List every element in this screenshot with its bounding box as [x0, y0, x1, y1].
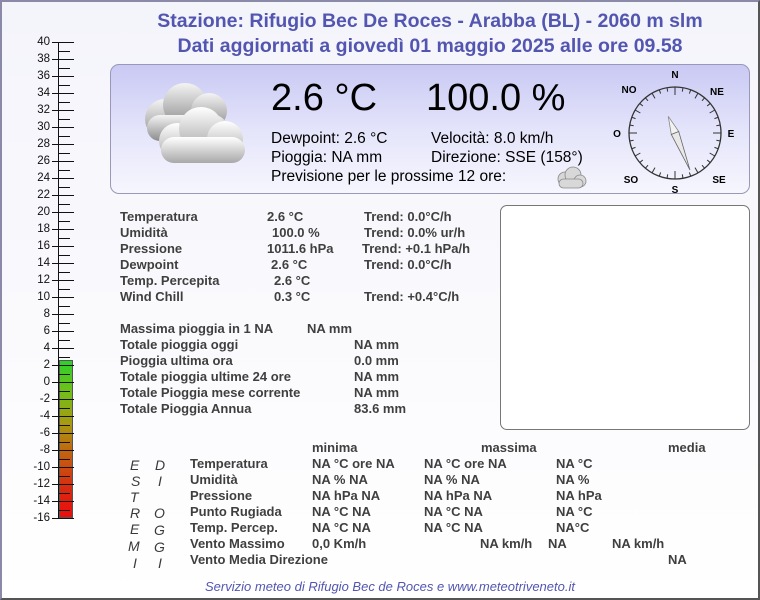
thermometer-scale	[0, 0, 80, 600]
rain-value: NA mm	[354, 385, 400, 400]
reading-label: Dewpoint	[120, 257, 179, 272]
scale-label: 26	[37, 155, 50, 167]
scale-major-tick	[52, 382, 74, 383]
scale-major-tick	[52, 42, 74, 43]
compass-tick	[632, 147, 636, 148]
wind-dir-label: Vento Media Direzione	[190, 552, 328, 567]
compass-tick	[714, 117, 718, 118]
extremes-letter: I	[158, 555, 162, 571]
scale-minor-tick	[58, 289, 70, 290]
scale-major-tick	[52, 246, 74, 247]
scale-label: 6	[43, 325, 50, 337]
compass-tick	[659, 172, 660, 176]
scale-minor-tick	[58, 85, 70, 86]
extreme-label: Umidità	[190, 472, 238, 487]
compass-tick	[640, 160, 643, 163]
scale-minor-tick	[58, 374, 70, 375]
scale-major-tick	[52, 212, 74, 213]
compass-se: SE	[712, 175, 726, 186]
compass-tick	[640, 103, 643, 106]
footer-credit: Servizio meteo di Rifugio Bec de Roces e www.meteotriveneto.it	[205, 579, 575, 594]
compass-tick	[702, 165, 705, 168]
compass-tick	[695, 93, 698, 98]
extremes-letter: M	[128, 538, 140, 554]
extreme-min: NA °C NA	[312, 520, 371, 535]
scale-minor-tick	[58, 408, 70, 409]
compass-tick	[652, 168, 655, 173]
wind-dir-avg: NA	[668, 552, 687, 567]
compass-tick	[707, 160, 710, 163]
scale-label: -12	[33, 478, 50, 490]
scale-minor-tick	[58, 51, 70, 52]
wind-max-min: 0,0 Km/h	[312, 536, 367, 551]
scale-major-tick	[52, 59, 74, 60]
scale-major-tick	[52, 348, 74, 349]
scale-major-tick	[52, 127, 74, 128]
update-timestamp: Dati aggiornati a giovedì 01 maggio 2025 alle ore 09.58	[177, 35, 683, 57]
scale-major-tick	[52, 229, 74, 230]
scale-label: -6	[39, 427, 50, 439]
compass-tick	[689, 172, 690, 176]
compass-tick	[645, 98, 648, 101]
compass-n: N	[671, 70, 679, 81]
reading-value: 0.3 °C	[274, 289, 311, 304]
scale-major-tick	[52, 365, 74, 366]
reading-value: 2.6 °C	[271, 257, 308, 272]
scale-major-tick	[52, 501, 74, 502]
reading-trend: Trend: 0.0°C/h	[364, 257, 452, 272]
scale-label: 36	[37, 70, 50, 82]
compass-tick	[682, 174, 683, 178]
compass-tick	[707, 103, 710, 106]
scale-label: 18	[37, 223, 50, 235]
compass-tick	[702, 98, 705, 101]
extreme-label: Pressione	[190, 488, 253, 503]
extreme-avg: NA %	[556, 472, 590, 487]
scale-label: 32	[37, 104, 50, 116]
scale-major-tick	[52, 450, 74, 451]
scale-minor-tick	[58, 510, 70, 511]
extreme-label: Temperatura	[190, 456, 268, 471]
extremes-letter: I	[133, 555, 137, 571]
rain-label: Pioggia ultima ora	[120, 353, 233, 368]
scale-minor-tick	[58, 357, 70, 358]
scale-minor-tick	[58, 459, 70, 460]
scale-label: 40	[37, 36, 50, 48]
scale-minor-tick	[58, 425, 70, 426]
rain-label: Totale pioggia oggi	[120, 337, 239, 352]
wind-direction-text: Direzione: SSE (158°)	[431, 149, 583, 166]
scale-major-tick	[52, 433, 74, 434]
scale-label: 4	[43, 342, 50, 354]
compass-tick	[689, 90, 690, 94]
reading-trend: Trend: 0.0% ur/h	[364, 225, 466, 240]
extreme-max: NA % NA	[424, 472, 480, 487]
compass-no: NO	[621, 85, 637, 96]
compass-tick	[667, 174, 668, 178]
extreme-max: NA hPa NA	[424, 488, 493, 503]
dewpoint-text: Dewpoint: 2.6 °C	[271, 130, 388, 147]
col-avg-header: media	[668, 440, 706, 455]
scale-label: 14	[37, 257, 50, 269]
rain-label: Totale Pioggia mese corrente	[120, 385, 301, 400]
extremes-letter: S	[131, 473, 141, 489]
scale-major-tick	[52, 467, 74, 468]
rain-value: 0.0 mm	[354, 353, 399, 368]
reading-label: Pressione	[120, 241, 183, 256]
compass-tick	[635, 110, 640, 113]
scale-minor-tick	[58, 136, 70, 137]
rain-value: 83.6 mm	[354, 401, 407, 416]
extreme-label: Temp. Percep.	[190, 520, 278, 535]
compass-tick	[710, 110, 715, 113]
scale-major-tick	[52, 416, 74, 417]
scale-minor-tick	[58, 442, 70, 443]
compass-tick	[645, 165, 648, 168]
extreme-max: NA °C ore NA	[424, 456, 507, 471]
extremes-letter: D	[155, 457, 166, 473]
reading-label: Umidità	[120, 225, 168, 240]
extremes-letter: R	[130, 505, 141, 521]
extreme-min: NA hPa NA	[312, 488, 381, 503]
extremes-letter: G	[154, 522, 165, 538]
scale-minor-tick	[58, 476, 70, 477]
extremes-letter: E	[130, 521, 140, 537]
extreme-min: NA % NA	[312, 472, 368, 487]
extreme-label: Punto Rugiada	[190, 504, 282, 519]
compass-tick	[635, 153, 640, 156]
scale-label: 16	[37, 240, 50, 252]
extreme-max: NA °C NA	[424, 504, 483, 519]
extreme-min: NA °C NA	[312, 504, 371, 519]
reading-label: Wind Chill	[120, 289, 184, 304]
scale-label: 30	[37, 121, 50, 133]
col-max-header: massima	[481, 440, 537, 455]
station-title: Stazione: Rifugio Bec De Roces - Arabba (BL) - 2060 m slm	[157, 10, 703, 32]
extreme-avg: NA °C	[556, 504, 593, 519]
scale-label: -4	[39, 410, 50, 422]
scale-major-tick	[52, 110, 74, 111]
scale-label: -14	[33, 495, 50, 507]
compass-tick	[659, 90, 660, 94]
wind-speed-text: Velocità: 8.0 km/h	[431, 130, 554, 147]
wind-max-time: NA	[548, 536, 567, 551]
scale-label: -8	[39, 444, 50, 456]
compass-tick	[695, 168, 698, 173]
extreme-avg: NA °C	[556, 456, 593, 471]
compass-tick	[716, 125, 720, 126]
scale-major-tick	[52, 263, 74, 264]
cloudy-icon	[133, 75, 253, 175]
compass-so: SO	[623, 175, 639, 186]
wind-direction-needle	[665, 115, 694, 172]
current-conditions-panel	[110, 64, 750, 194]
thermometer-bar	[59, 360, 73, 518]
extremes-letter: E	[130, 457, 140, 473]
scale-major-tick	[52, 314, 74, 315]
current-temperature: 2.6 °C	[271, 77, 378, 119]
extremes-letter: O	[154, 505, 165, 521]
compass-tick	[667, 88, 668, 92]
scale-label: 28	[37, 138, 50, 150]
reading-trend: Trend: +0.4°C/h	[364, 289, 460, 304]
scale-major-tick	[52, 195, 74, 196]
wind-compass	[607, 69, 737, 193]
scale-major-tick	[52, 144, 74, 145]
scale-minor-tick	[58, 102, 70, 103]
rain-max-label: Massima pioggia in 1 NA	[120, 321, 274, 336]
reading-value: 1011.6 hPa	[267, 241, 334, 256]
scale-major-tick	[52, 297, 74, 298]
scale-label: 22	[37, 189, 50, 201]
rain-max-value: NA mm	[307, 321, 353, 336]
compass-tick	[682, 88, 683, 92]
compass-tick	[714, 147, 718, 148]
scale-major-tick	[52, 399, 74, 400]
scale-minor-tick	[58, 187, 70, 188]
compass-e: E	[727, 129, 735, 140]
scale-minor-tick	[58, 153, 70, 154]
extremes-letter: G	[154, 539, 165, 555]
rain-value: NA mm	[354, 337, 400, 352]
scale-minor-tick	[58, 221, 70, 222]
reading-value: 2.6 °C	[274, 273, 311, 288]
extreme-avg: NA hPa	[556, 488, 602, 503]
rain-label: Totale pioggia ultime 24 ore	[120, 369, 291, 384]
scale-minor-tick	[58, 493, 70, 494]
wind-max-max: NA km/h	[480, 536, 533, 551]
scale-minor-tick	[58, 68, 70, 69]
reading-label: Temp. Percepita	[120, 273, 220, 288]
compass-tick	[652, 93, 655, 98]
compass-o: O	[613, 129, 621, 140]
scale-label: 38	[37, 53, 50, 65]
reading-value: 2.6 °C	[267, 209, 304, 224]
compass-tick	[630, 140, 634, 141]
chart-placeholder-box	[500, 205, 750, 430]
compass-ne: NE	[710, 87, 724, 98]
scale-major-tick	[52, 178, 74, 179]
scale-label: -2	[39, 393, 50, 405]
scale-label: 0	[43, 376, 50, 388]
rain-label: Totale Pioggia Annua	[120, 401, 252, 416]
rain-value: NA mm	[354, 369, 400, 384]
scale-minor-tick	[58, 119, 70, 120]
rain-text: Pioggia: NA mm	[271, 149, 383, 166]
scale-minor-tick	[58, 306, 70, 307]
compass-s: S	[671, 185, 679, 193]
scale-minor-tick	[58, 340, 70, 341]
scale-label: 20	[37, 206, 50, 218]
compass-tick	[630, 125, 634, 126]
scale-minor-tick	[58, 323, 70, 324]
scale-minor-tick	[58, 391, 70, 392]
extreme-avg: NA°C	[556, 520, 590, 535]
scale-major-tick	[52, 484, 74, 485]
scale-label: -16	[33, 512, 50, 524]
scale-minor-tick	[58, 238, 70, 239]
scale-major-tick	[52, 161, 74, 162]
scale-minor-tick	[58, 272, 70, 273]
compass-tick	[716, 140, 720, 141]
extreme-min: NA °C ore NA	[312, 456, 395, 471]
scale-major-tick	[52, 518, 74, 519]
wind-max-avg: NA km/h	[612, 536, 665, 551]
forecast-text: Previsione per le prossime 12 ore:	[271, 168, 507, 185]
reading-trend: Trend: +0.1 hPa/h	[362, 241, 471, 256]
compass-tick	[710, 153, 715, 156]
scale-label: 24	[37, 172, 50, 184]
extremes-letter: T	[130, 489, 139, 505]
extremes-letter: I	[158, 473, 162, 489]
scale-major-tick	[52, 280, 74, 281]
current-humidity: 100.0 %	[426, 77, 566, 119]
wind-max-label: Vento Massimo	[190, 536, 285, 551]
reading-value: 100.0 %	[272, 225, 320, 240]
scale-label: 10	[37, 291, 50, 303]
scale-label: 2	[43, 359, 50, 371]
scale-label: 8	[43, 308, 50, 320]
scale-minor-tick	[58, 255, 70, 256]
scale-major-tick	[52, 93, 74, 94]
scale-label: -10	[33, 461, 50, 473]
scale-label: 34	[37, 87, 50, 99]
extreme-max: NA °C NA	[424, 520, 483, 535]
cloudy-small-icon	[553, 165, 587, 191]
scale-label: 12	[37, 274, 50, 286]
col-min-header: minima	[312, 440, 358, 455]
scale-major-tick	[52, 76, 74, 77]
scale-minor-tick	[58, 170, 70, 171]
reading-label: Temperatura	[120, 209, 198, 224]
scale-minor-tick	[58, 204, 70, 205]
scale-major-tick	[52, 331, 74, 332]
reading-trend: Trend: 0.0°C/h	[364, 209, 452, 224]
compass-tick	[632, 117, 636, 118]
